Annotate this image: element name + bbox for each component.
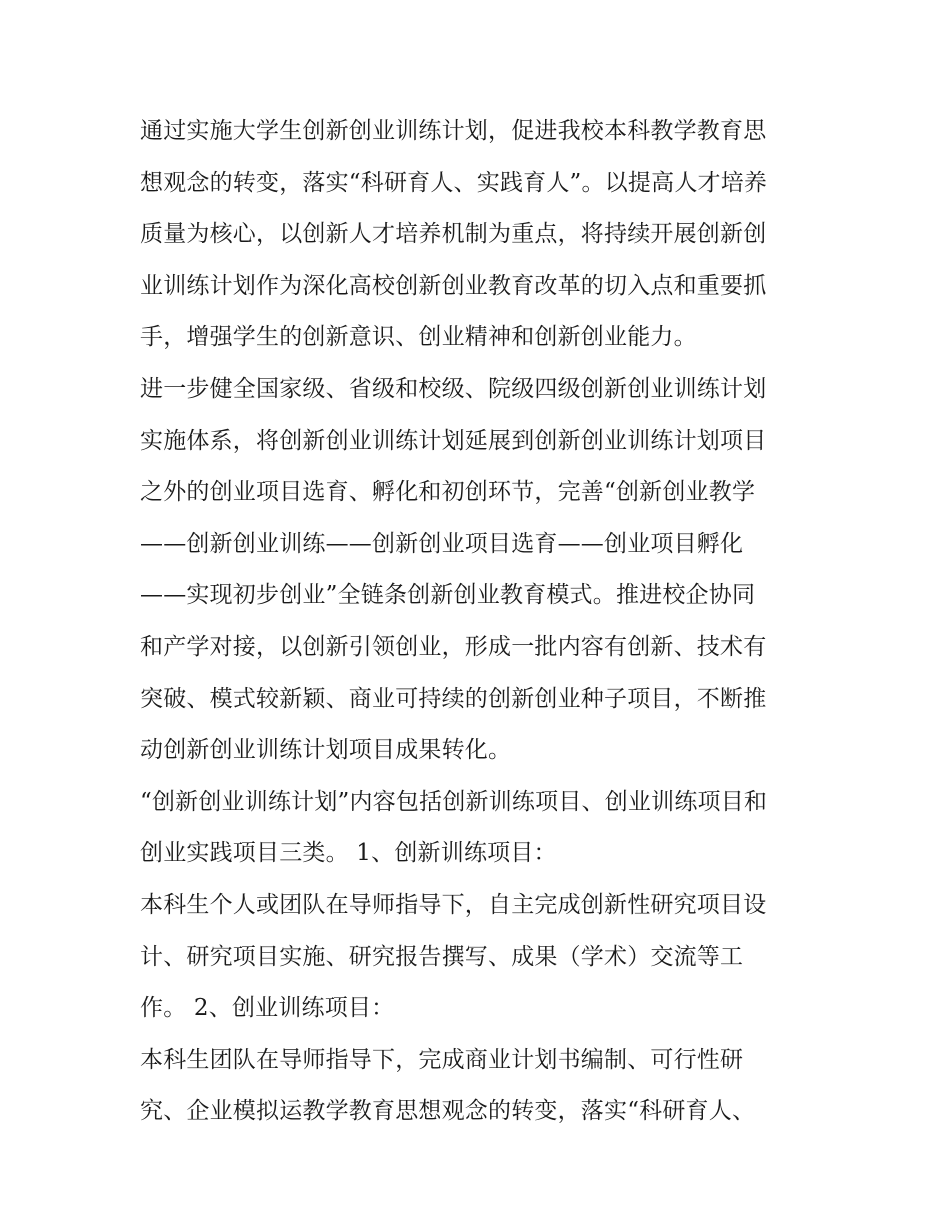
- text-line: 究、企业模拟运教学教育思想观念的转变，落实“科研育人、: [140, 1098, 756, 1125]
- text-line: 作。 2、创业训练项目：: [140, 995, 395, 1022]
- text-line: 之外的创业项目选育、孵化和初创环节，完善“创新创业教学: [140, 479, 756, 506]
- text-line: “创新创业训练计划”内容包括创新训练项目、创业训练项目和: [140, 788, 768, 815]
- text-line: 手，增强学生的创新意识、创业精神和创新创业能力。: [140, 324, 697, 351]
- text-line: 实施体系，将创新创业训练计划延展到创新创业训练计划项目: [140, 427, 767, 454]
- text-line: ——创新创业训练——创新创业项目选育——创业项目孵化: [140, 530, 744, 557]
- text-line: 业训练计划作为深化高校创新创业教育改革的切入点和重要抓: [140, 272, 767, 299]
- text-line: 创业实践项目三类。 1、创新训练项目：: [140, 840, 557, 867]
- text-line: 想观念的转变，落实“科研育人、实践育人”。以提高人才培养: [140, 169, 768, 196]
- text-line: ——实现初步创业”全链条创新创业教育模式。推进校企协同: [140, 582, 756, 609]
- document-body: [140, 106, 820, 1138]
- text-line: 质量为核心，以创新人才培养机制为重点，将持续开展创新创: [140, 221, 767, 248]
- text-line: 和产学对接，以创新引领创业，形成一批内容有创新、技术有: [140, 633, 767, 660]
- text-line: 动创新创业训练计划项目成果转化。: [140, 737, 512, 764]
- text-line: 本科生个人或团队在导师指导下，自主完成创新性研究项目设: [140, 891, 767, 918]
- text-line: 通过实施大学生创新创业训练计划，促进我校本科教学教育思: [140, 118, 767, 144]
- text-line: 进一步健全国家级、省级和校级、院级四级创新创业训练计划: [140, 375, 767, 402]
- text-line: 计、研究项目实施、研究报告撰写、成果（学术）交流等工: [140, 943, 744, 970]
- text-line: 突破、模式较新颖、商业可持续的创新创业种子项目，不断推: [140, 685, 767, 712]
- text-line: 本科生团队在导师指导下，完成商业计划书编制、可行性研: [140, 1046, 744, 1073]
